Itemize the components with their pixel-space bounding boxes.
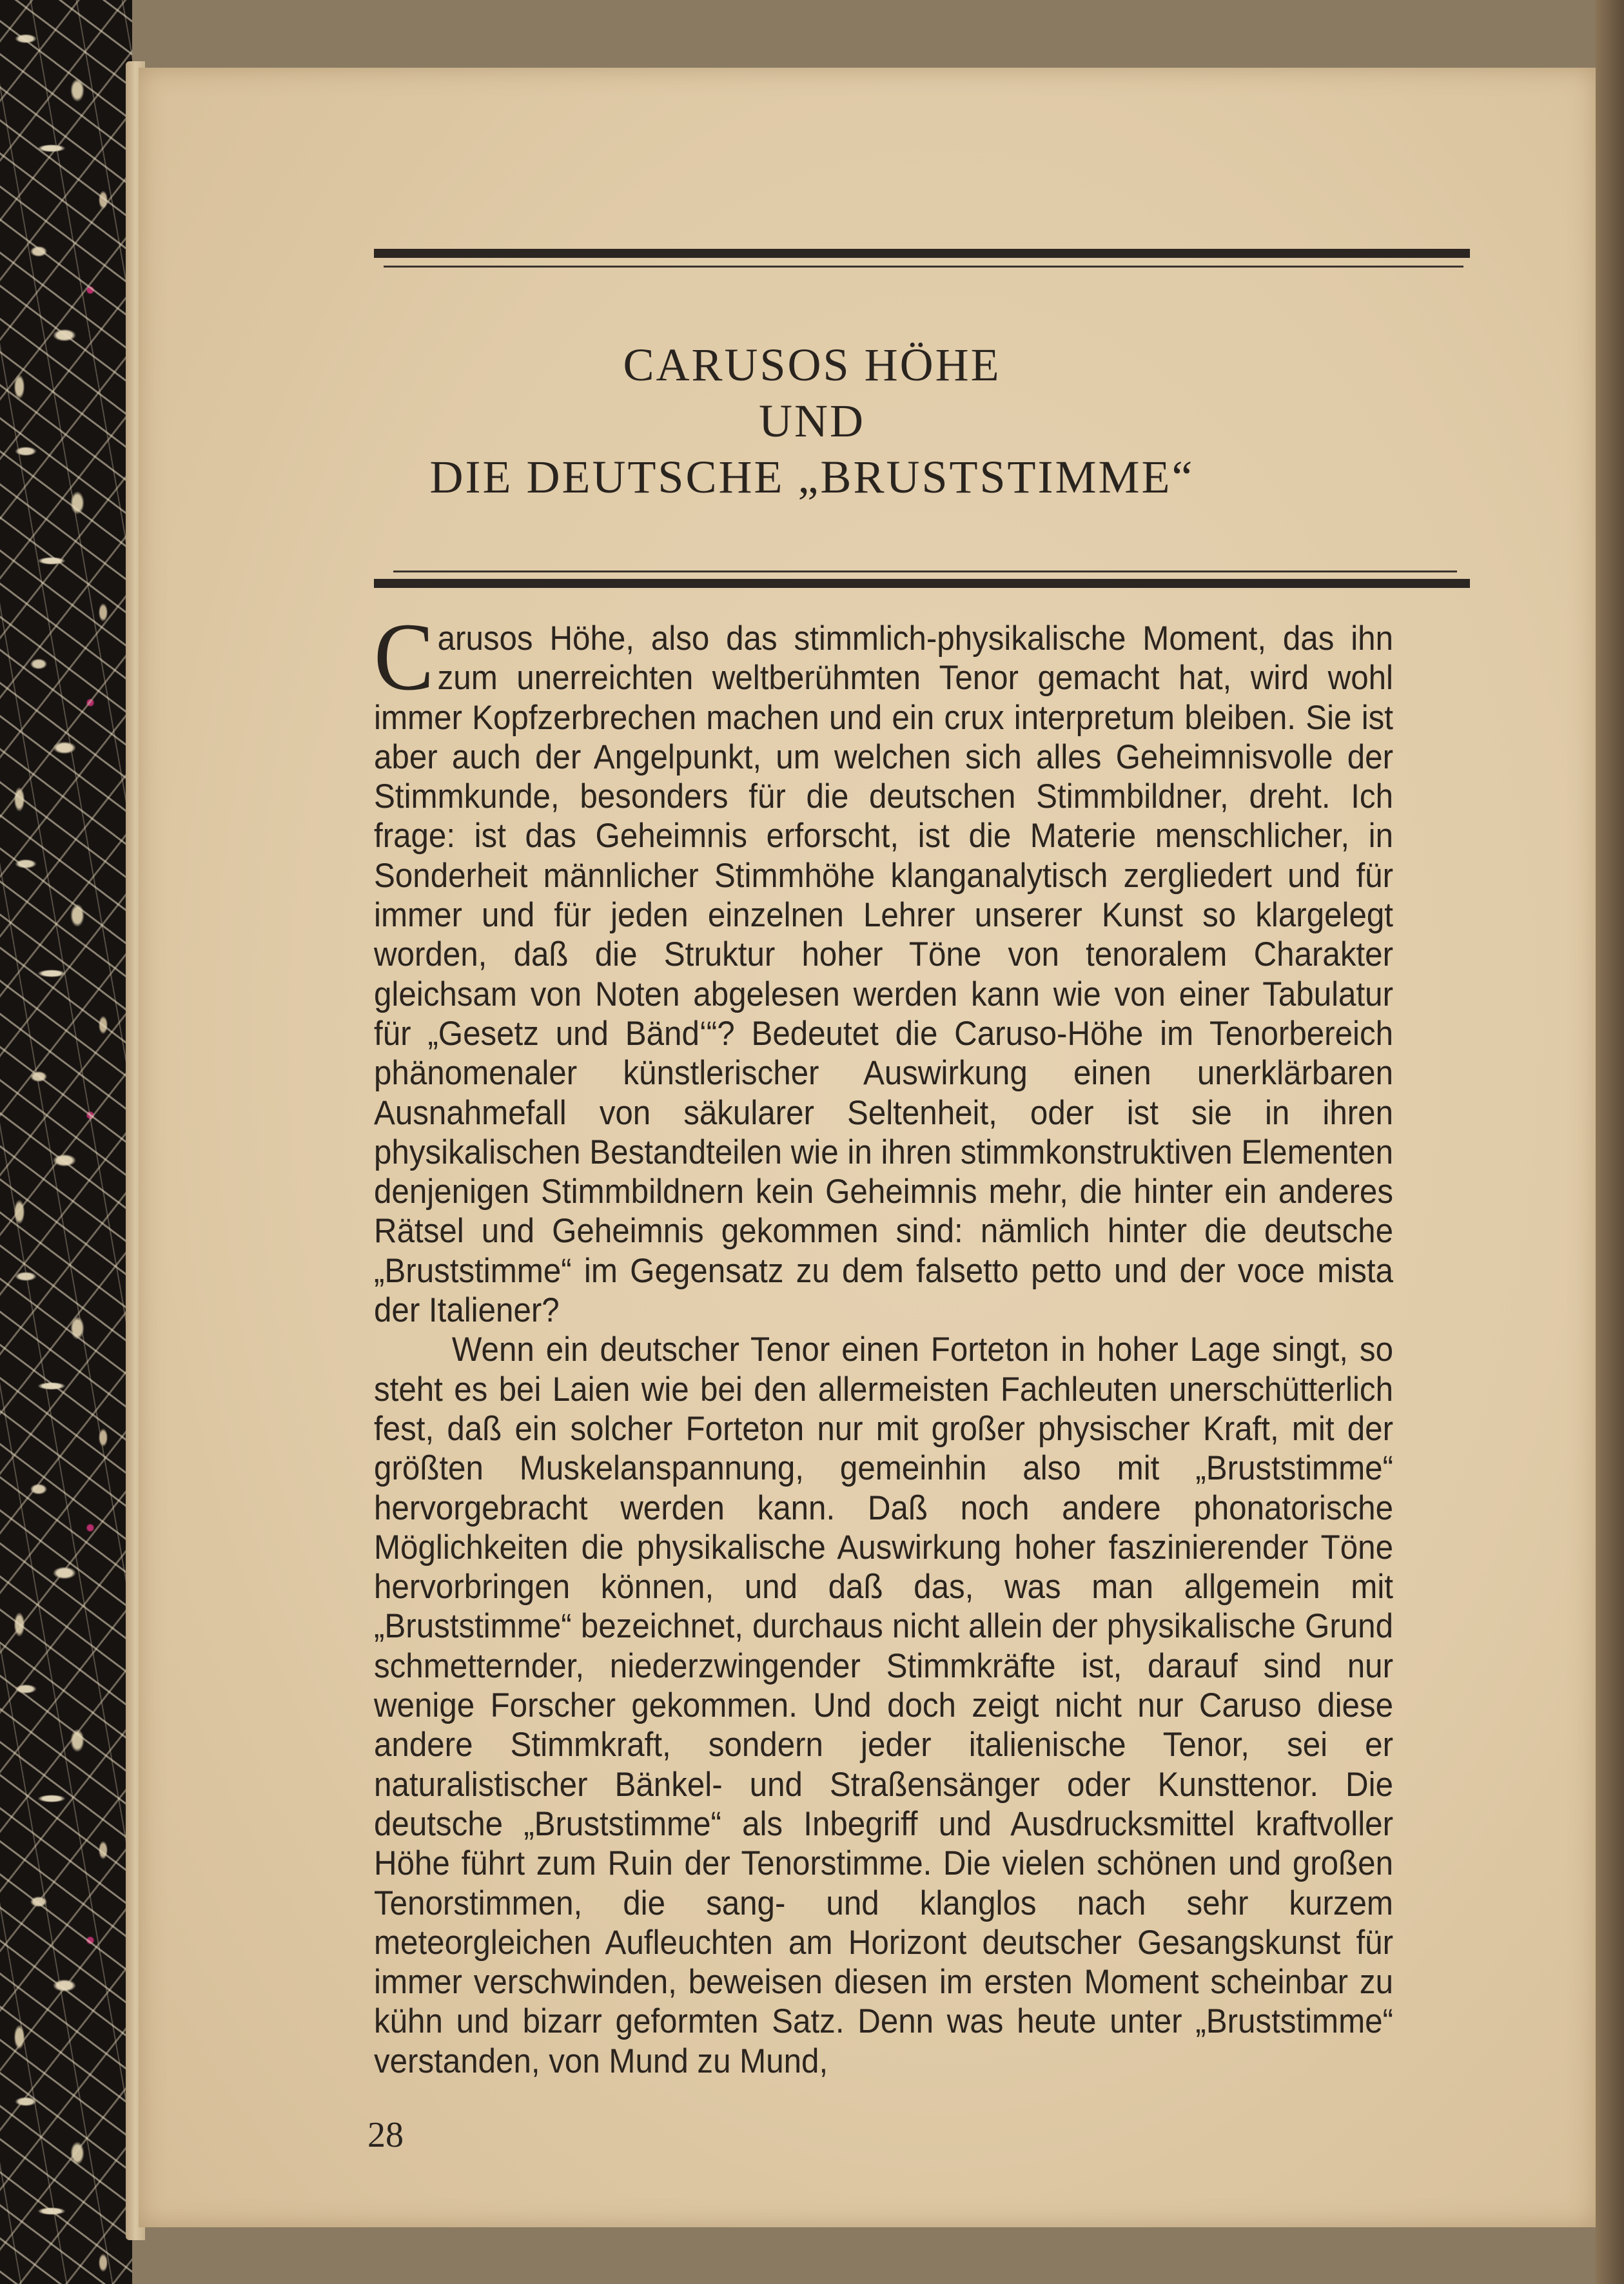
title-line-3: DIE DEUTSCHE „BRUSTSTIMME“ [429, 451, 1195, 503]
paragraph-2: Wenn ein deutscher Tenor einen Forteton in hoher Lage singt, so steht es bei Laien wie bei den allermeisten Fachleuten unerschütterlich fest, daß ein solcher Forteton nur mit großer physischer Kraft, mit der größten Muskelanspannung, gemeinhin also mit „Bruststimme“ hervorgebracht werden kann. Daß noch andere phonatorische Möglichkeiten die physikalische Auswirkung hoher faszinierender Töne hervorbringen können, und daß das, was man allgemein mit „Bruststimme“ bezeichnet, durchaus nicht allein der physikalische Grund schmetternder, niederzwingender Stimmkräfte ist, darauf sind nur wenige Forscher gekommen. Und doch zeigt nicht nur Caruso diese andere Stimmkraft, sondern jeder italienische Tenor, sei er naturalistischer Bänkel- und Straßensänger oder Kunsttenor. Die deutsche „Bruststimme“ als Inbegriff und Ausdrucksmittel kraftvoller Höhe führt zum Ruin der Tenorstimme. Die vielen schönen und großen Tenorstimmen, die sang- und klanglos nach sehr kurzem meteorgleichen Aufleuchten am Horizont deutscher Gesangskunst für immer verschwinden, beweisen diesen im ersten Moment scheinbar zu kühn und bizarr geformten Satz. Denn was heute unter „Bruststimme“ verstanden, von Mund zu Mund, [374, 1331, 1393, 2080]
bottom-rule-thin [393, 571, 1457, 572]
title-line-1: CARUSOS HÖHE [623, 339, 1001, 391]
top-rule-thick [374, 249, 1470, 258]
page-number: 28 [367, 2115, 404, 2155]
drop-cap: C [374, 603, 435, 710]
paragraph-1 [374, 603, 1393, 1330]
title-line-2: UND [759, 395, 865, 447]
paragraph-1-text: arusos Höhe, also das stimmlich-physikalische Moment, das ihn zum unerreichten weltberühmten Tenor gemacht hat, wird wohl immer Kopfzerbrechen machen und ein crux interpretum bleiben. Sie ist aber auch der Angelpunkt, um welchen sich alles Geheimnisvolle der Stimmkunde, besonders für die deutschen Stimmbildner, dreht. Ich frage: ist das Geheimnis erforscht, ist die Materie menschlicher, in Sonderheit männlicher Stimmhöhe klanganalytisch zergliedert und für immer und für jeden einzelnen Lehrer unserer Kunst so klargelegt worden, daß die Struktur hoher Töne von tenoralem Charakter gleichsam von Noten abgelesen werden kann wie von einer Tabulatur für „Gesetz und Bänd‘“? Bedeutet die Caruso-Höhe im Tenorbereich phänomenaler künstlerischer Auswirkung einen unerklärbaren Ausnahmefall von säkularer Seltenheit, oder ist sie in ihren physikalischen Bestandteilen wie in ihren stimmkonstruktiven Elementen denjenigen Stimmbildnern kein Geheimnis mehr, die hinter ein anderes Rätsel und Geheimnis gekommen sind: nämlich hinter die deutsche „Bruststimme“ im Gegensatz zu dem falsetto petto und der voce mista der Italiener? [374, 620, 1393, 1330]
bottom-rule-thick [374, 579, 1470, 588]
article-body [374, 603, 1393, 2081]
top-rule-thin [384, 266, 1463, 268]
